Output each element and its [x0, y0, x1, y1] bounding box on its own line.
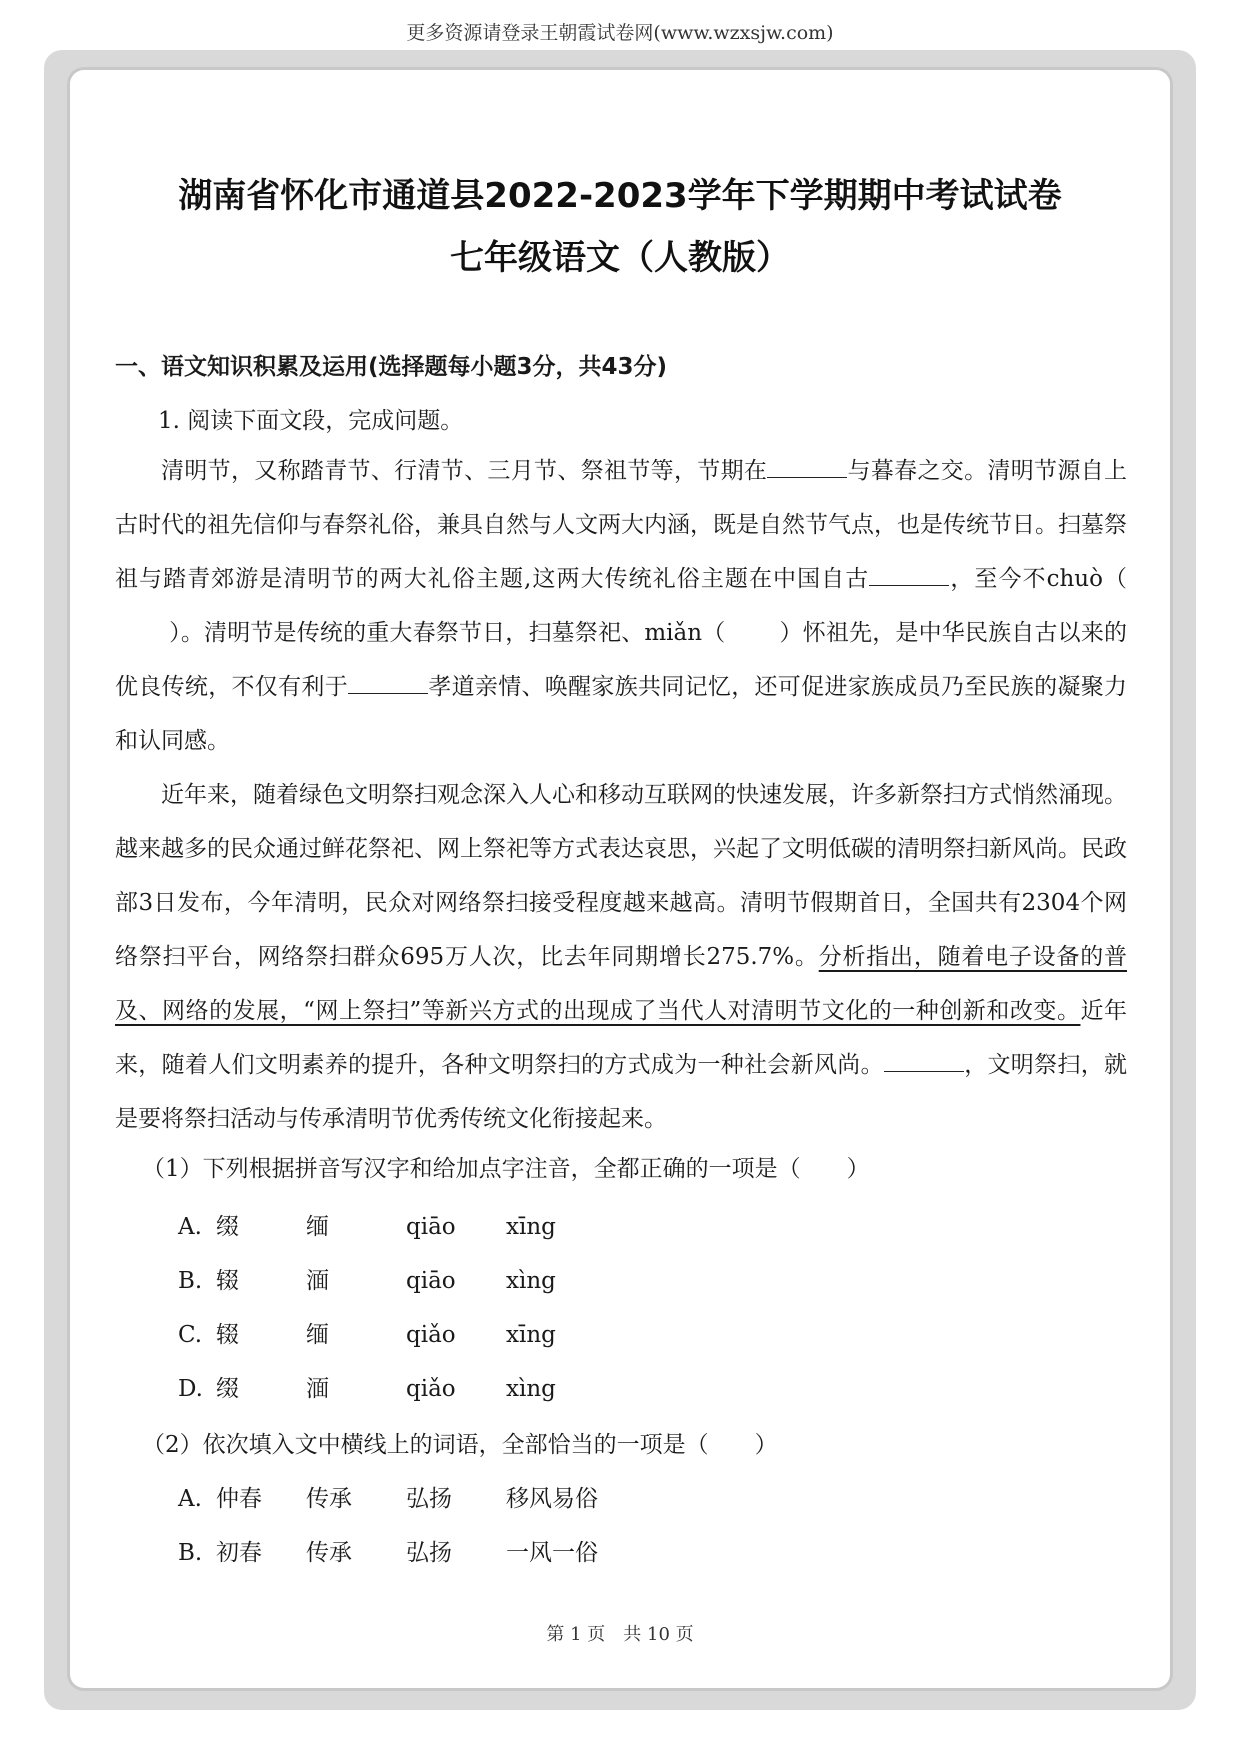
option-cell: 传承 [306, 1486, 352, 1512]
passage-text: 近年来，随着绿色文明祭扫观念深入人心和移动互联网的快速发展，许多新祭扫方式悄然涌现。越来越多的民众通过鲜花祭祀、网上祭祀等方式表达哀思，兴起了文明低碳的清明祭扫新风尚。民政部3日发布，今年清明，民众对网络祭扫接受程度越来越高。清明节假期首日，全国共有2304个网络祭扫平台，网络祭扫群众695万人次，比去年同期增长275.7%。 [115, 782, 1127, 970]
option-cell: xīng [506, 1214, 556, 1240]
option-cell: qiāo [406, 1214, 456, 1240]
passage-paragraph-1 [115, 444, 1127, 768]
option-cell: 一风一俗 [506, 1540, 598, 1566]
question-1-prompt: 1. 阅读下面文段，完成问题。 [158, 408, 464, 434]
option-label: A. [178, 1214, 202, 1240]
underlined-sentence: 分析指出，随着电子设备的普及、网络的发展，“网上祭扫”等新兴方式的出现成了当代人对清明节文化的一种创新和改变。 [115, 944, 1127, 1024]
option-cell: qiāo [406, 1268, 456, 1294]
passage-text: 清明节，又称踏青节、行清节、三月节、祭祖节等，节期在 [161, 458, 768, 484]
passage-text: ）。清明节是传统的重大春祭节日，扫墓祭祀、miǎn（ [169, 620, 726, 646]
option-cell: 传承 [306, 1540, 352, 1566]
option-row [178, 1262, 606, 1295]
option-cell: 弘扬 [406, 1486, 452, 1512]
option-cell: 缀 [216, 1376, 239, 1402]
option-cell: 弘扬 [406, 1540, 452, 1566]
exam-subtitle: 七年级语文（人教版） [450, 238, 790, 278]
option-cell: 移风易俗 [506, 1486, 598, 1512]
fill-blank-4 [884, 1049, 964, 1072]
option-cell: 仲春 [216, 1486, 262, 1512]
page-footer: 第 1 页 共 10 页 [546, 1624, 694, 1645]
option-cell: xìng [506, 1376, 556, 1402]
sub-question-2: （2）依次填入文中横线上的词语，全部恰当的一项是（ ） [142, 1432, 778, 1458]
option-cell: 辍 [216, 1268, 239, 1294]
option-cell: 湎 [306, 1268, 329, 1294]
option-cell: xīng [506, 1322, 556, 1348]
fill-blank-2 [869, 563, 949, 586]
fill-blank-3 [348, 671, 428, 694]
header-note: 更多资源请登录王朝霞试卷网(www.wzxsjw.com) [406, 22, 834, 44]
option-row [178, 1534, 606, 1567]
option-cell: 辍 [216, 1322, 239, 1348]
option-cell: qiǎo [406, 1376, 456, 1402]
passage-text: 近年来，随着人们文明素养的提升，各种文明祭扫的方式成为一种社会新风尚。 [115, 998, 1127, 1078]
section-heading: 一、语文知识积累及运用(选择题每小题3分，共43分) [115, 354, 668, 380]
reading-passage [115, 444, 1127, 1146]
passage-text: ）怀祖先，是中华民族自古以来的优良传统，不仅有利于 [115, 620, 1127, 700]
passage-paragraph-2 [115, 768, 1127, 1146]
passage-text: ，至今不chuò（ [949, 566, 1128, 592]
passage-text: 孝道亲情、唤醒家族共同记忆，还可促进家族成员乃至民族的凝聚力和认同感。 [115, 674, 1128, 754]
option-row [178, 1370, 606, 1403]
sub-question-1: （1）下列根据拼音写汉字和给加点字注音，全都正确的一项是（ ） [142, 1156, 870, 1182]
option-cell: 缅 [306, 1322, 329, 1348]
option-cell: xìng [506, 1268, 556, 1294]
option-label: B. [178, 1268, 203, 1294]
exam-title: 湖南省怀化市通道县2022-2023学年下学期期中考试试卷 [178, 176, 1062, 216]
option-label: B. [178, 1540, 203, 1566]
option-cell: qiǎo [406, 1322, 456, 1348]
option-row [178, 1208, 606, 1241]
option-label: C. [178, 1322, 203, 1348]
option-cell: 缀 [216, 1214, 239, 1240]
fill-blank-1 [767, 455, 847, 478]
option-row [178, 1316, 606, 1349]
option-cell: 初春 [216, 1540, 262, 1566]
option-label: A. [178, 1486, 202, 1512]
passage-text: ，文明祭扫，就是要将祭扫活动与传承清明节优秀传统文化衔接起来。 [115, 1052, 1128, 1132]
option-cell: 缅 [306, 1214, 329, 1240]
option-cell: 湎 [306, 1376, 329, 1402]
option-label: D. [178, 1376, 203, 1402]
option-row [178, 1480, 606, 1513]
passage-text: 与暮春之交。清明节源自上古时代的祖先信仰与春祭礼俗，兼具自然与人文两大内涵，既是自然节气点，也是传统节日。扫墓祭祖与踏青郊游是清明节的两大礼俗主题,这两大传统礼俗主题在中国自古 [115, 458, 1128, 592]
